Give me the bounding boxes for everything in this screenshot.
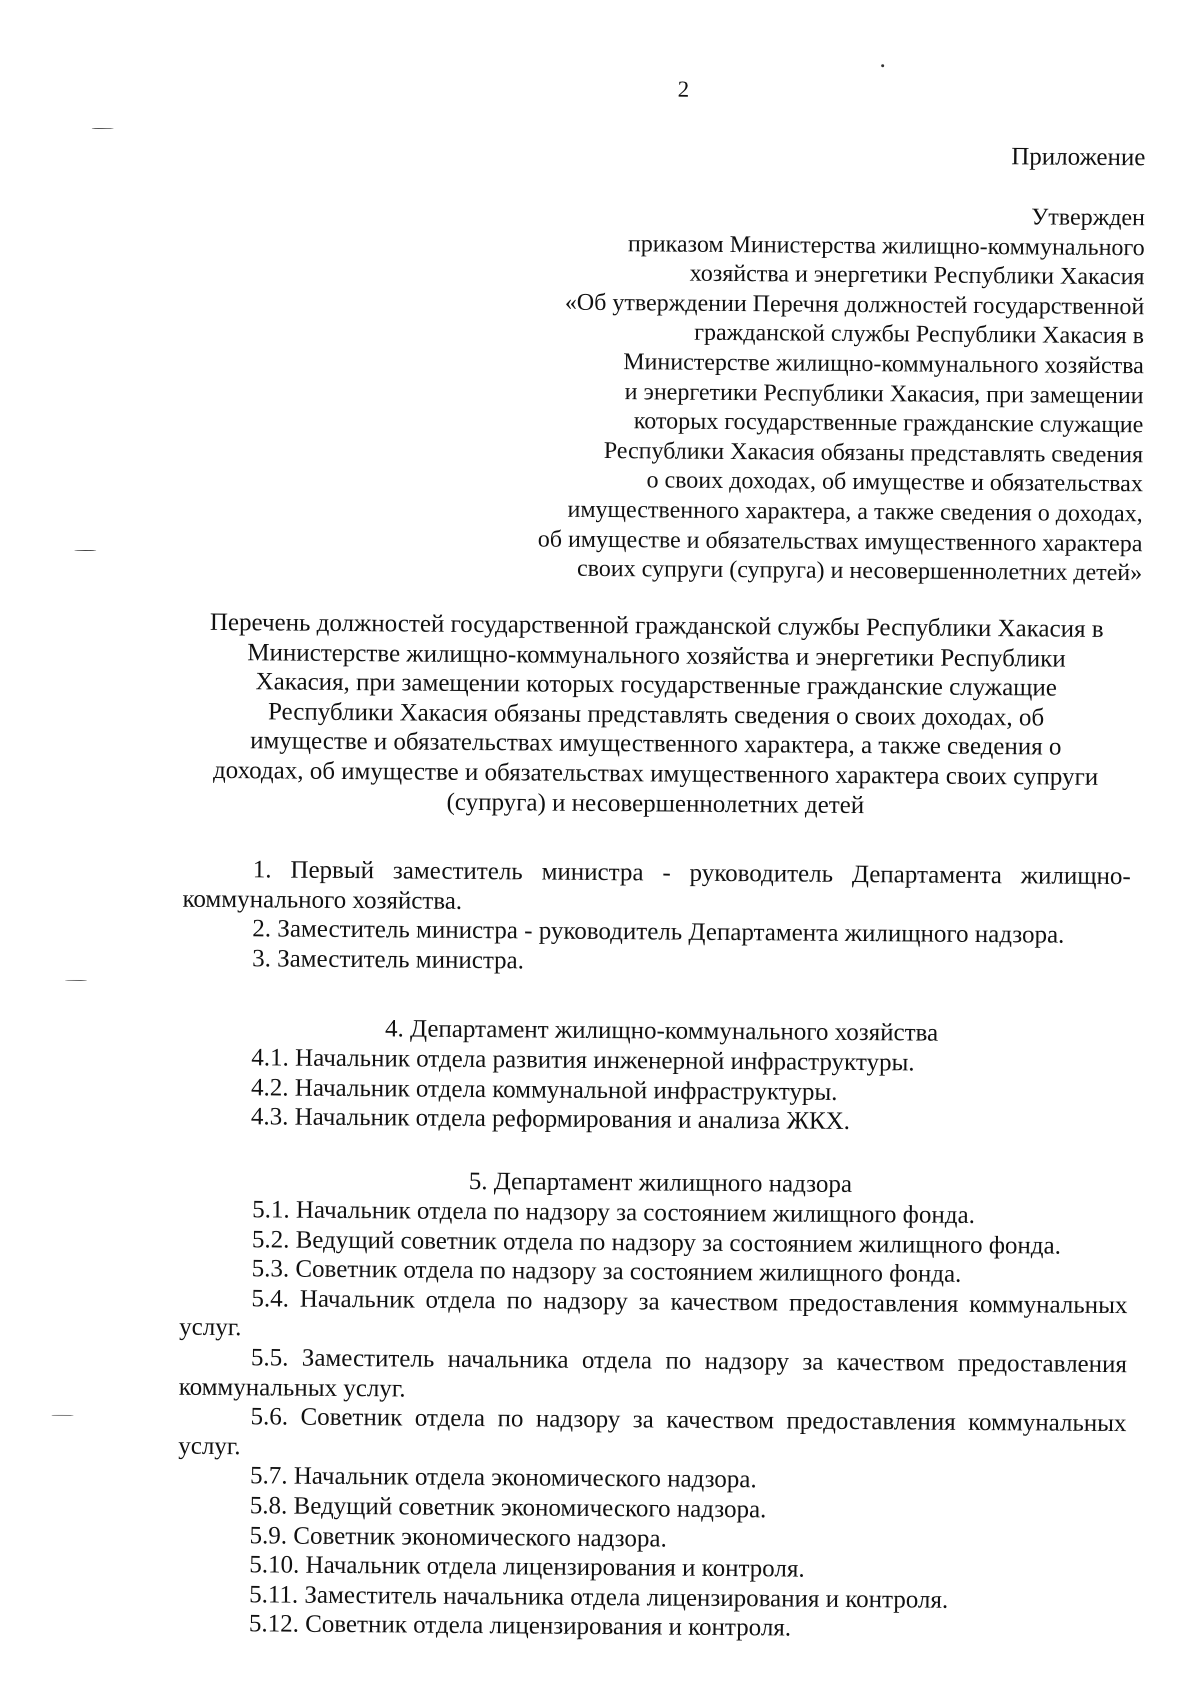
general-items [182, 855, 1131, 981]
list-item: 5.7. Начальник отдела экономического надзора. [249, 1462, 757, 1494]
scan-mark [74, 550, 96, 551]
department-heading: 4. Департамент жилищно-коммунального хозяйства [384, 1015, 939, 1047]
approval-line: гражданской службы Республики Хакасия в [694, 320, 1145, 350]
list-title-line: имуществе и обязательствах имущественного характера, а также сведения о [250, 727, 1062, 761]
list-item: 1. Первый заместитель министра - руководитель Департамента жилищно-коммунального хозяйства. [182, 856, 1131, 915]
approval-line: Министерстве жилищно-коммунального хозяйства [623, 349, 1144, 380]
approval-line: хозяйства и энергетики Республики Хакасия [689, 260, 1145, 291]
list-title-line: доходах, об имуществе и обязательствах имущественного характера своих супруги [212, 756, 1099, 791]
list-title-line: (супруга) и несовершеннолетних детей [446, 788, 865, 819]
appendix-label: Приложение [1011, 143, 1146, 172]
list-item: 3. Заместитель министра. [252, 945, 525, 975]
list-item: 2. Заместитель министра - руководитель Департамента жилищного надзора. [252, 915, 1065, 949]
approval-line: своих супруги (супруга) и несовершеннолетних детей» [576, 555, 1143, 587]
approval-line: приказом Министерства жилищно-коммунального [627, 230, 1145, 261]
page-number: 2 [677, 76, 690, 102]
list-item: 4.2. Начальник отдела коммунальной инфраструктуры. [251, 1073, 838, 1106]
list-title [180, 608, 1132, 823]
department-heading: 5. Департамент жилищного надзора [468, 1167, 853, 1198]
scan-dot [881, 64, 884, 67]
list-item: 5.9. Советник экономического надзора. [249, 1521, 667, 1553]
approval-line: и энергетики Республики Хакасия, при замещении [624, 378, 1144, 409]
approval-line: Республики Хакасия обязаны представлять сведения [603, 437, 1144, 469]
list-item: 5.8. Ведущий советник экономического надзора. [249, 1492, 767, 1524]
list-title-line: Министерстве жилищно-коммунального хозяйства и энергетики Республики [247, 638, 1066, 673]
approval-line: которых государственные гражданские служащие [633, 408, 1144, 439]
list-item: 5.11. Заместитель начальника отдела лицензирования и контроля. [249, 1580, 949, 1614]
approval-line: имущественного характера, а также сведения о доходах, [567, 496, 1143, 528]
approval-line: об имуществе и обязательствах имущественного характера [537, 526, 1143, 557]
dept5-items [177, 1195, 1128, 1646]
list-item: 5.5. Заместитель начальника отдела по надзору за качеством предоставления коммунальных услуг. [178, 1344, 1128, 1403]
list-title-line: Перечень должностей государственной гражданской службы Республики Хакасия в [209, 608, 1104, 643]
list-item: 5.6. Советник отдела по надзору за качеством предоставления коммунальных услуг. [178, 1403, 1127, 1460]
approval-line: Утвержден [1031, 204, 1146, 232]
list-title-line: Республики Хакасия обязаны представлять сведения о своих доходах, об [267, 698, 1045, 732]
list-item: 5.10. Начальник отдела лицензирования и контроля. [249, 1551, 805, 1583]
list-item: 4.3. Начальник отдела реформирования и анализа ЖКХ. [250, 1103, 851, 1136]
list-item: 5.3. Советник отдела по надзору за состоянием жилищного фонда. [251, 1255, 962, 1289]
list-title-line: Хакасия, при замещении которых государственные гражданские служащие [255, 668, 1058, 702]
list-item: 4.1. Начальник отдела развития инженерной инфраструктуры. [251, 1044, 915, 1077]
approval-line: о своих доходах, об имуществе и обязательствах [646, 467, 1143, 498]
scan-mark [65, 980, 87, 981]
scan-mark [92, 128, 114, 129]
list-item: 5.12. Советник отдела лицензирования и контроля. [248, 1610, 792, 1642]
dept4-items [181, 1043, 1130, 1139]
list-item: 5.1. Начальник отдела по надзору за состоянием жилищного фонда. [252, 1196, 975, 1229]
approval-line: «Об утверждении Перечня должностей государственной [564, 289, 1145, 321]
scan-mark [52, 1415, 74, 1416]
list-item: 5.2. Ведущий советник отдела по надзору за состоянием жилищного фонда. [251, 1225, 1062, 1260]
approval-block [537, 200, 1145, 589]
list-item: 5.4. Начальник отдела по надзору за качеством предоставления коммунальных услуг. [179, 1285, 1128, 1342]
